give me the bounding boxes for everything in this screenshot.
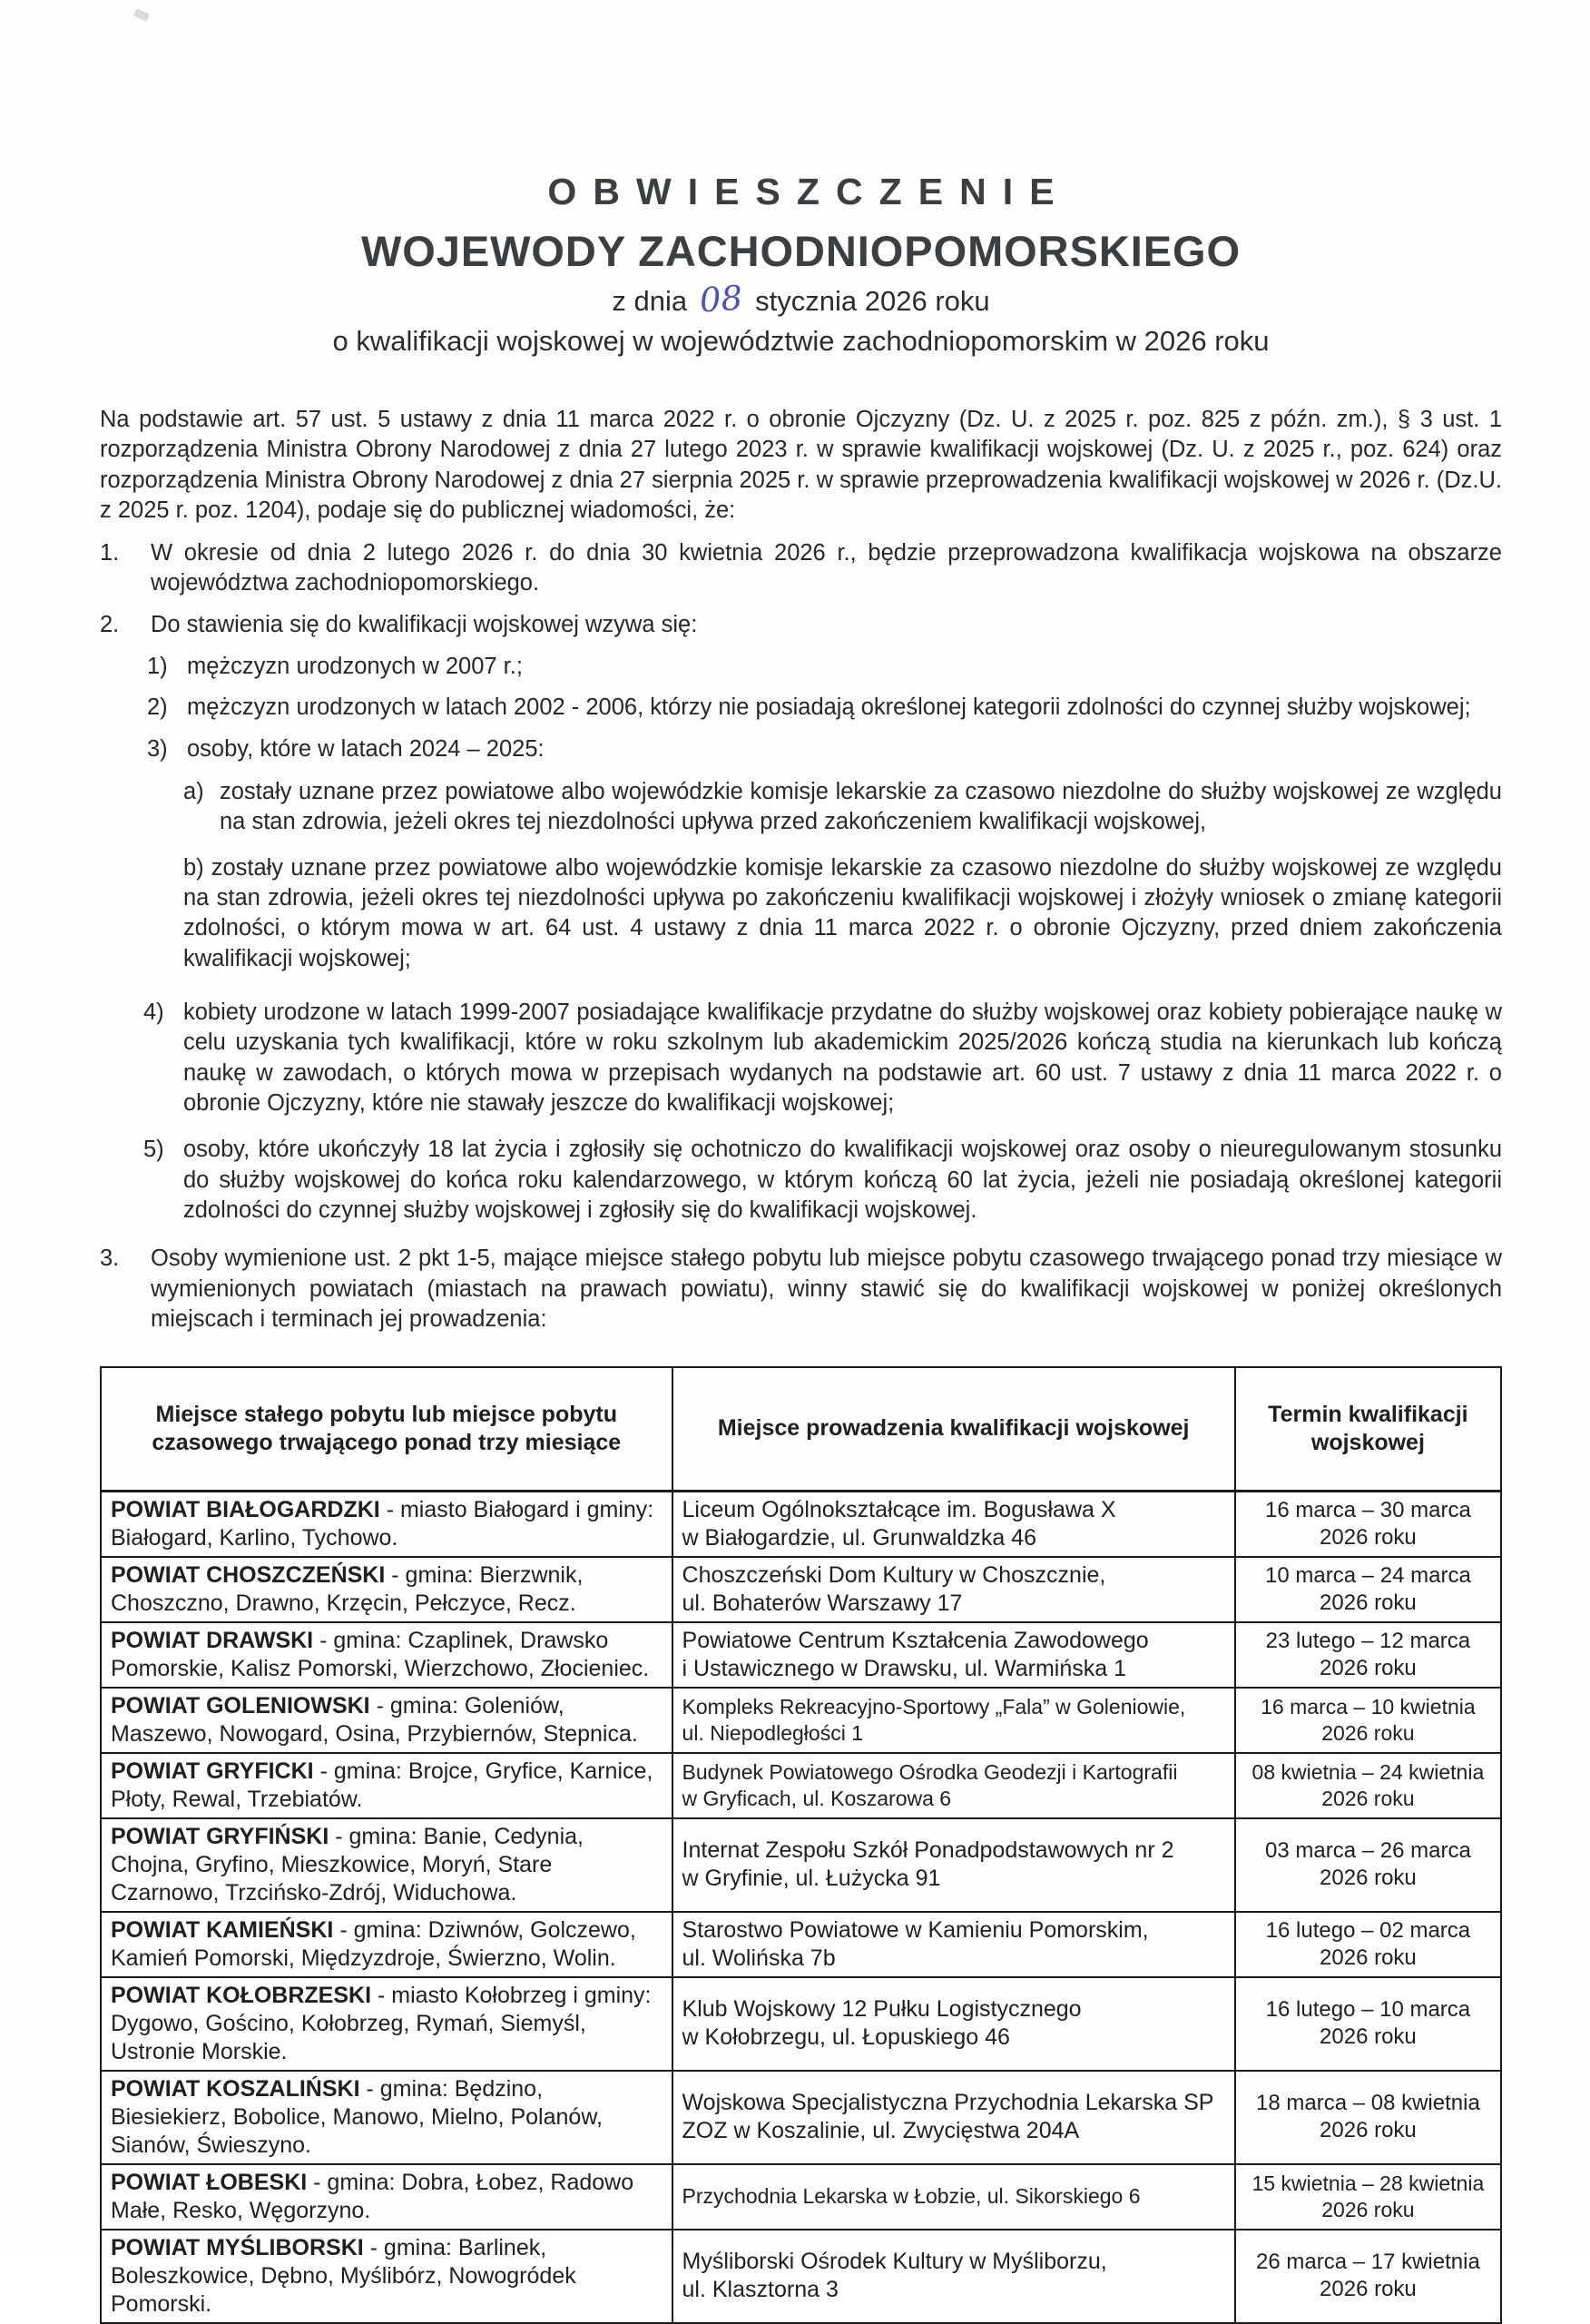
term-cell: 03 marca – 26 marca 2026 roku — [1235, 1818, 1501, 1912]
subject-line: o kwalifikacji wojskowej w województwie zachodniopomorskim w 2026 roku — [332, 325, 1270, 357]
sub-item-5-text: osoby, które ukończyły 18 lat życia i zgłosiły się ochotniczo do kwalifikacji wojskowej oraz osoby o nieuregulowanym stosunku do służby wojskowej do końca roku kalendarzowego, w którym kończą 60 lat życia, jeżeli nie posiadają określonej kategorii zdolności do czynnej służby wojskowej i zgłosiły się do kwalifikacji wojskowej. — [183, 1137, 1502, 1224]
sub-item-5 — [143, 1135, 1502, 1226]
letter-item-b-marker: b) — [183, 854, 204, 881]
venue-cell: Wojskowa Specjalistyczna Przychodnia Lekarska SP ZOZ w Koszalinie, ul. Zwycięstwa 204A — [672, 2071, 1235, 2164]
area-detail: - gmina: Dobra, Łobez, Radowo Małe, Resko, Węgorzyno. — [111, 2169, 634, 2223]
sub-item-4-number: 4) — [143, 999, 164, 1025]
area-detail: - gmina: Dziwnów, Golczewo, Kamień Pomorski, Międzyzdroje, Świerzno, Wolin. — [111, 1916, 636, 1971]
column-header-term: Termin kwalifikacji wojskowej — [1235, 1367, 1501, 1492]
venue-cell: Powiatowe Centrum Kształcenia Zawodowego i Ustawicznego w Drawsku, ul. Warmińska 1 — [672, 1622, 1235, 1688]
venue-cell: Budynek Powiatowego Ośrodka Geodezji i Kartografii w Gryficach, ul. Koszarowa 6 — [672, 1753, 1235, 1818]
area-detail: - gmina: Brojce, Gryfice, Karnice, Płoty, Rewal, Trzebiatów. — [111, 1758, 653, 1812]
sub-item-3-text: osoby, które w latach 2024 – 2025: — [187, 735, 545, 762]
date-prefix: z dnia — [612, 285, 688, 317]
powiat-name: POWIAT ŁOBESKI — [111, 2169, 308, 2195]
area-detail: - gmina: Goleniów, Maszewo, Nowogard, Osina, Przybiernów, Stepnica. — [111, 1692, 638, 1747]
sub-item-2 — [147, 693, 1502, 723]
area-cell — [101, 1753, 672, 1818]
date-suffix: stycznia 2026 roku — [755, 285, 990, 317]
sub-item-3-number: 3) — [147, 735, 168, 762]
table-header-row — [101, 1367, 1501, 1492]
area-detail: - gmina: Banie, Cedynia, Chojna, Gryfino, Mieszkowice, Moryń, Stare Czarnowo, Trzcińsko-Zdrój, Widuchowa. — [111, 1823, 584, 1905]
table-row-goleniowski — [101, 1688, 1501, 1753]
sub-item-3 — [147, 734, 1502, 764]
venue-cell: Kompleks Rekreacyjno-Sportowy „Fala” w Goleniowie, ul. Niepodległości 1 — [672, 1688, 1235, 1753]
list-item-2-number: 2. — [100, 612, 120, 638]
sub-item-2-text: mężczyzn urodzonych w latach 2002 - 2006, którzy nie posiadają określonej kategorii zdolności do czynnej służby wojskowej; — [187, 694, 1471, 721]
area-detail: - miasto Białogard i gminy: Białogard, Karlino, Tychowo. — [111, 1496, 654, 1551]
powiat-name: POWIAT KOSZALIŃSKI — [111, 2075, 360, 2102]
area-cell — [101, 1818, 672, 1912]
list-item-1 — [100, 538, 1502, 599]
column-header-residence: Miejsce stałego pobytu lub miejsce pobytu czasowego trwającego ponad trzy miesiące — [101, 1367, 672, 1492]
area-cell — [101, 1491, 672, 1557]
sub-item-4-text: kobiety urodzone w latach 1999-2007 posiadające kwalifikacje przydatne do służby wojskowej oraz kobiety pobierające naukę w celu uzyskania tych kwalifikacji, które w roku szkolnym lub akademickim 2025/2026 kończą studia na kierunkach lub kończą naukę w zawodach, o których mowa w przepisach wydanych na podstawie art. 60 ust. 7 ustawy z dnia 11 marca 2022 r. o obronie Ojczyzny, które nie stawały jeszcze do kwalifikacji wojskowej; — [183, 999, 1502, 1116]
table-row-choszczenski — [101, 1557, 1501, 1622]
term-cell: 15 kwietnia – 28 kwietnia 2026 roku — [1235, 2164, 1501, 2230]
term-cell: 16 marca – 30 marca 2026 roku — [1235, 1491, 1501, 1557]
powiat-name: POWIAT KAMIEŃSKI — [111, 1916, 334, 1943]
table-row-drawski — [101, 1622, 1501, 1688]
powiat-name: POWIAT GRYFICKI — [111, 1758, 314, 1784]
venue-cell: Choszczeński Dom Kultury w Choszcznie, ul. Bohaterów Warszawy 17 — [672, 1557, 1235, 1622]
powiat-name: POWIAT BIAŁOGARDZKI — [111, 1496, 380, 1522]
letter-item-b-text: zostały uznane przez powiatowe albo wojewódzkie komisje lekarskie za czasowo niezdolne do służby wojskowej ze względu na stan zdrowia, jeżeli okres tej niezdolności upływa po zakończeniu kwalifikacji wojskowej i złożyły wniosek o zmianę kategorii zdolności, o którym mowa w art. 64 ust. 4 ustawy z dnia 11 marca 2022 r. o obronie Ojczyzny, przed dniem zakończenia kwalifikacji wojskowej; — [183, 854, 1502, 971]
issuer-title: WOJEWODY ZACHODNIOPOMORSKIEGO — [360, 227, 1242, 275]
sub-item-5-number: 5) — [143, 1137, 164, 1163]
powiat-name: POWIAT KOŁOBRZESKI — [111, 1982, 372, 2008]
venue-cell: Liceum Ogólnokształcące im. Bogusława X w Białogardzie, ul. Grunwaldzka 46 — [672, 1491, 1235, 1557]
list-item-1-number: 1. — [100, 539, 120, 566]
table-row-gryficki — [101, 1753, 1501, 1818]
area-cell — [101, 1688, 672, 1753]
venue-cell: Klub Wojskowy 12 Pułku Logistycznego w Kołobrzegu, ul. Łopuskiego 46 — [672, 1977, 1235, 2071]
letter-item-b — [183, 853, 1502, 975]
term-cell: 16 marca – 10 kwietnia 2026 roku — [1235, 1688, 1501, 1753]
term-cell: 16 lutego – 02 marca 2026 roku — [1235, 1912, 1501, 1977]
list-item-2 — [100, 610, 1502, 640]
announcement-header — [100, 171, 1502, 358]
powiat-name: POWIAT GOLENIOWSKI — [111, 1692, 370, 1718]
venue-cell: Starostwo Powiatowe w Kamieniu Pomorskim, ul. Wolińska 7b — [672, 1912, 1235, 1977]
area-cell — [101, 2230, 672, 2323]
column-header-venue: Miejsce prowadzenia kwalifikacji wojskowej — [672, 1367, 1235, 1492]
area-cell — [101, 1977, 672, 2071]
term-cell: 23 lutego – 12 marca 2026 roku — [1235, 1622, 1501, 1688]
area-cell — [101, 2164, 672, 2230]
sub-item-1 — [147, 652, 1502, 682]
area-cell — [101, 1557, 672, 1622]
area-cell — [101, 1622, 672, 1688]
date-line — [100, 278, 1502, 320]
term-cell: 16 lutego – 10 marca 2026 roku — [1235, 1977, 1501, 2071]
announcement-body — [100, 405, 1502, 2324]
page-title: OBWIESZCZENIE — [547, 171, 1071, 212]
area-detail: - gmina: Barlinek, Boleszkowice, Dębno, Myślibórz, Nowogródek Pomorski. — [111, 2234, 576, 2317]
area-detail: - gmina: Bierzwnik, Choszczno, Drawno, Krzęcin, Pełczyce, Recz. — [111, 1561, 584, 1616]
powiat-name: POWIAT MYŚLIBORSKI — [111, 2234, 364, 2260]
area-detail: - miasto Kołobrzeg i gminy: Dygowo, Gościno, Kołobrzeg, Rymań, Siemyśl, Ustronie Morskie. — [111, 1982, 652, 2064]
letter-item-a-marker: a) — [183, 778, 204, 804]
legal-basis-paragraph: Na podstawie art. 57 ust. 5 ustawy z dnia 11 marca 2022 r. o obronie Ojczyzny (Dz. U. z 2025 r. poz. 825 z późn. zm.), § 3 ust. 1 rozporządzenia Ministra Obrony Narodowej z dnia 27 lutego 2023 r. w sprawie kwalifikacji wojskowej (Dz. U. z 2025 r., poz. 624) oraz rozporządzenia Ministra Obrony Narodowej z dnia 27 sierpnia 2025 r. w sprawie przeprowadzenia kwalifikacji wojskowej w 2026 r. (Dz.U. z 2025 r. poz. 1204), podaje się do publicznej wiadomości, że: — [100, 407, 1502, 524]
table-row-kamienski — [101, 1912, 1501, 1977]
venue-cell: Przychodnia Lekarska w Łobzie, ul. Sikorskiego 6 — [672, 2164, 1235, 2230]
list-item-1-text: W okresie od dnia 2 lutego 2026 r. do dnia 30 kwietnia 2026 r., będzie przeprowadzona kwalifikacja wojskowa na obszarze województwa zachodniopomorskiego. — [151, 539, 1502, 596]
venue-cell: Internat Zespołu Szkół Ponadpodstawowych nr 2 w Gryfinie, ul. Łużycka 91 — [672, 1818, 1235, 1912]
powiat-name: POWIAT CHOSZCZEŃSKI — [111, 1561, 386, 1588]
powiat-name: POWIAT GRYFIŃSKI — [111, 1823, 329, 1849]
area-cell — [101, 1912, 672, 1977]
table-row-mysliborski — [101, 2230, 1501, 2323]
letter-item-a — [183, 777, 1502, 838]
table-row-koszalinski — [101, 2071, 1501, 2164]
term-cell: 18 marca – 08 kwietnia 2026 roku — [1235, 2071, 1501, 2164]
area-detail: - gmina: Będzino, Biesiekierz, Bobolice, Manowo, Mielno, Polanów, Sianów, Świeszyno. — [111, 2075, 603, 2158]
list-item-3-number: 3. — [100, 1246, 120, 1272]
qualification-schedule-table — [100, 1366, 1502, 2324]
area-detail: - gmina: Czaplinek, Drawsko Pomorskie, Kalisz Pomorski, Wierzchowo, Złocieniec. — [111, 1627, 650, 1681]
sub-item-4 — [143, 998, 1502, 1119]
handwritten-day: 08 — [698, 278, 744, 320]
table-row-gryfinski — [101, 1818, 1501, 1912]
venue-cell: Myśliborski Ośrodek Kultury w Myśliborzu, ul. Klasztorna 3 — [672, 2230, 1235, 2323]
sub-item-1-number: 1) — [147, 653, 168, 679]
table-row-kolobrzeski — [101, 1977, 1501, 2071]
letter-item-a-text: zostały uznane przez powiatowe albo wojewódzkie komisje lekarskie za czasowo niezdolne do służby wojskowej ze względu na stan zdrowia, jeżeli okres tej niezdolności upływa przed zakończeniem kwalifikacji wojskowej, — [220, 778, 1502, 835]
list-item-2-text: Do stawienia się do kwalifikacji wojskowej wzywa się: — [151, 612, 698, 638]
sub-item-1-text: mężczyzn urodzonych w 2007 r.; — [187, 653, 523, 679]
area-cell — [101, 2071, 672, 2164]
powiat-name: POWIAT DRAWSKI — [111, 1627, 314, 1653]
term-cell: 08 kwietnia – 24 kwietnia 2026 roku — [1235, 1753, 1501, 1818]
sub-item-2-number: 2) — [147, 694, 168, 721]
list-item-3-text: Osoby wymienione ust. 2 pkt 1-5, mające miejsce stałego pobytu lub miejsce pobytu czasowego trwającego ponad trzy miesiące w wymienionych powiatach (miastach na prawach powiatu), winny stawić się do kwalifikacji wojskowej w poniżej określonych miejscach i terminach jej prowadzenia: — [151, 1246, 1502, 1333]
table-row-bialogardzki — [101, 1491, 1501, 1557]
term-cell: 26 marca – 17 kwietnia 2026 roku — [1235, 2230, 1501, 2323]
list-item-3 — [100, 1244, 1502, 1334]
table-row-lobeski — [101, 2164, 1501, 2230]
term-cell: 10 marca – 24 marca 2026 roku — [1235, 1557, 1501, 1622]
